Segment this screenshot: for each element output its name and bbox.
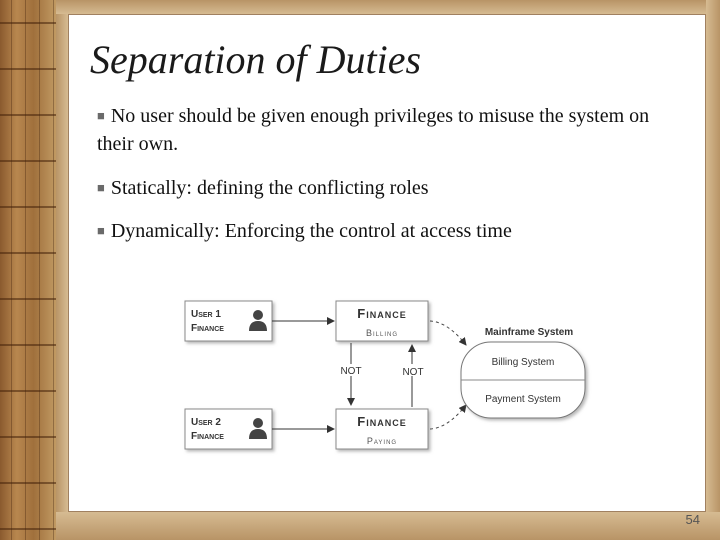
not-label-left: NOT (340, 366, 362, 377)
role-paying-title: Finance (357, 414, 407, 429)
page-number: 54 (685, 512, 700, 527)
not-label-right: NOT (402, 367, 424, 378)
user2-box (185, 409, 272, 449)
role-billing-subtitle: Billing (365, 328, 399, 338)
role-billing-title: Finance (357, 306, 407, 321)
bullet-icon: ■ (97, 180, 105, 195)
bullet-text: No user should be given enough privileges to misuse the system on their own. (97, 105, 650, 155)
slide-title: Separation of Duties (90, 37, 422, 82)
user2-name: User 2 (191, 417, 221, 428)
user1-box (185, 301, 272, 341)
access-arrow-billing (430, 321, 466, 345)
user2-dept: Finance (191, 431, 224, 442)
role-finance-paying (336, 409, 428, 449)
bullet-icon: ■ (97, 223, 105, 238)
access-arrow-paying (430, 405, 466, 429)
role-finance-billing (336, 301, 428, 341)
mainframe-cylinder (461, 342, 585, 418)
role-paying-subtitle: Paying (366, 436, 398, 446)
bullet-text: Statically: defining the conflicting roles (110, 177, 429, 199)
bullet-icon: ■ (97, 108, 105, 123)
bullet-text: Dynamically: Enforcing the control at access time (110, 220, 512, 242)
mainframe-label: Mainframe System (484, 327, 574, 338)
payment-system-label: Payment System (485, 394, 561, 405)
user1-name: User 1 (191, 309, 221, 320)
user1-dept: Finance (191, 323, 224, 334)
billing-system-label: Billing System (491, 357, 555, 368)
